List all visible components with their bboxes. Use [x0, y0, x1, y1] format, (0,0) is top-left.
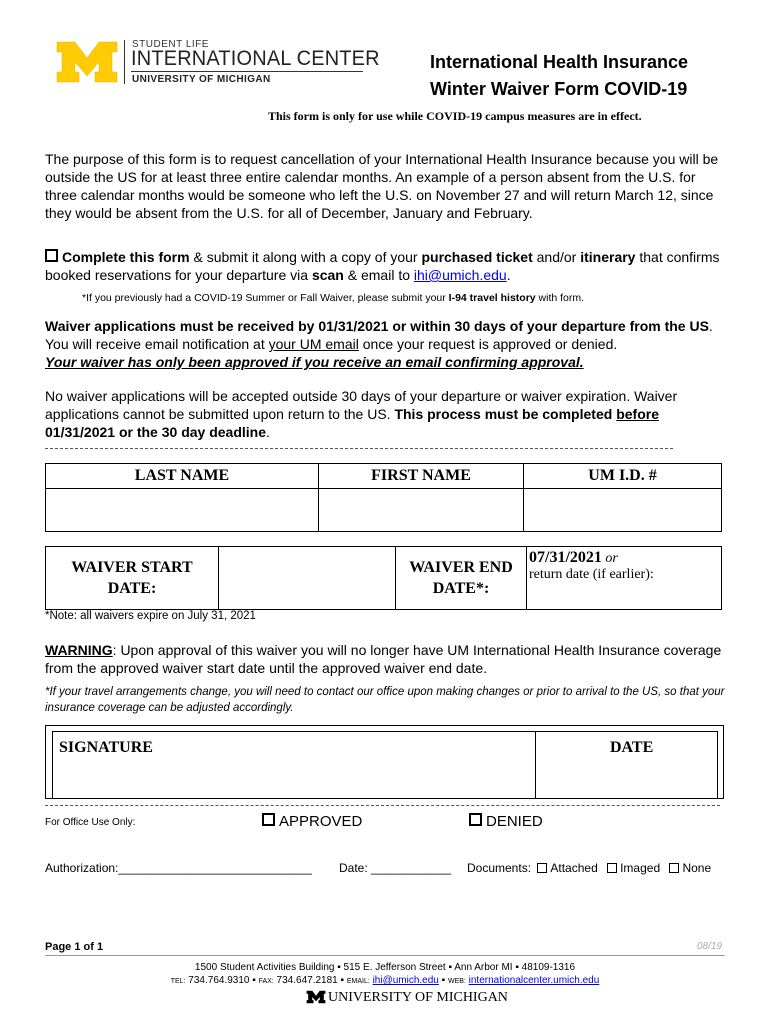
waiver-start-line1: WAIVER START — [71, 559, 193, 576]
instr-text: & email to — [343, 267, 414, 283]
um-email-text: your UM email — [268, 336, 359, 352]
date-label: DATE — [610, 739, 654, 756]
authorization-field[interactable]: Authorization:_____________________________ — [45, 861, 312, 875]
web-label: WEB: — [447, 978, 466, 985]
waiver-end-line2: DATE*: — [432, 580, 490, 597]
footer-block-m-icon — [306, 989, 326, 1005]
instructions-paragraph — [45, 248, 727, 284]
logo-underline — [131, 71, 363, 72]
deadline-text: once your request is approved or denied. — [358, 336, 618, 352]
approval-note: Your waiver has only been approved if you receive an email confirming approval. — [45, 354, 584, 370]
no-accept-bold: This process must be completed — [394, 406, 617, 422]
none-checkbox-icon[interactable] — [669, 863, 679, 873]
deadline-paragraph — [45, 317, 727, 371]
instr-text: & submit it along with a copy of your — [189, 249, 422, 265]
checkbox-icon — [45, 249, 58, 262]
denied-option[interactable] — [469, 813, 543, 830]
warning-text: : Upon approval of this waiver you will no longer have UM International Health Insurance coverage from the approved waiver start date until the approved waiver end date. — [45, 642, 722, 676]
office-date-field[interactable]: Date: ____________ — [339, 861, 452, 875]
denied-checkbox-icon — [469, 813, 482, 826]
first-name-field[interactable] — [319, 489, 524, 532]
fax-label: FAX: — [258, 978, 274, 985]
approved-option[interactable] — [262, 813, 362, 830]
footer-web-link[interactable]: internationalcenter.umich.edu — [468, 975, 600, 986]
prior-waiver-note — [82, 292, 584, 304]
attached-checkbox-icon[interactable] — [537, 863, 547, 873]
email-link[interactable]: ihi@umich.edu — [413, 267, 507, 283]
warning-label: WARNING — [45, 642, 113, 658]
instr-itinerary: itinerary — [580, 249, 636, 265]
documents-options — [467, 861, 711, 875]
no-accept-bold: 01/31/2021 or the 30 day deadline — [45, 424, 267, 440]
footer-rule — [45, 955, 725, 956]
form-title-line1: International Health Insurance — [430, 52, 689, 72]
before-text: before — [616, 406, 659, 422]
tel-number: 734.764.9310 ▪ — [185, 975, 259, 986]
logo-university: UNIVERSITY OF MICHIGAN — [132, 74, 271, 85]
attached-label: Attached — [550, 861, 598, 875]
instr-text: and/or — [532, 249, 581, 265]
form-title-line2: Winter Waiver Form COVID-19 — [430, 79, 688, 99]
last-name-header: LAST NAME — [46, 464, 319, 489]
um-id-header: UM I.D. # — [524, 464, 722, 489]
footer-address: 1500 Student Activities Building ▪ 515 E. Jefferson Street ▪ Ann Arbor MI ▪ 48109-1316 — [194, 962, 576, 973]
none-label: None — [682, 861, 712, 875]
i94-history: I-94 travel history — [448, 292, 536, 304]
tel-label: TEL: — [170, 978, 186, 985]
imaged-checkbox-icon[interactable] — [607, 863, 617, 873]
name-table — [45, 463, 722, 532]
instr-text: that confirms booked reservations for your departure via — [45, 249, 720, 283]
office-dashed-divider — [45, 805, 720, 806]
approved-label: APPROVED — [279, 813, 363, 830]
waiver-start-field[interactable] — [219, 547, 396, 610]
waiver-end-date: 07/31/2021 — [529, 549, 602, 566]
instr-text: . — [506, 267, 511, 283]
footer-contact — [0, 975, 770, 986]
logo-international-center: INTERNATIONAL CENTER — [131, 47, 380, 70]
international-center-logo — [55, 38, 380, 88]
expiry-note: *Note: all waivers expire on July 31, 2021 — [45, 610, 256, 622]
return-date-text: return date (if earlier): — [529, 567, 654, 582]
instr-complete: Complete this form — [62, 249, 190, 265]
purpose-paragraph: The purpose of this form is to request cancellation of your International Health Insurance because you will be outside the US for at least three entire calendar months. An example of a person absent from the U.S. for three calendar months would be someone who left the U.S. on November 27 and will return March 12, since they would be absent from the U.S. for all of December, January and February. — [45, 151, 719, 221]
signature-label: SIGNATURE — [59, 739, 153, 756]
separator: ▪ — [438, 975, 448, 986]
first-name-header: FIRST NAME — [319, 464, 524, 489]
instr-scan: scan — [311, 267, 344, 283]
waiver-start-label — [46, 547, 219, 610]
prior-waiver-text: with form. — [535, 292, 585, 304]
denied-label: DENIED — [486, 813, 543, 830]
documents-label: Documents: — [467, 861, 532, 875]
travel-change-note: *If your travel arrangements change, you will need to contact our office upon making changes or prior to arrival to the US, so that your insurance coverage can be adjusted accordingly. — [45, 686, 725, 714]
logo-student-life: STUDENT LIFE — [132, 39, 209, 50]
deadline-statement: Waiver applications must be received by 01/31/2021 or within 30 days of your departure from the US — [45, 318, 709, 334]
block-m-logo-icon — [55, 40, 119, 84]
revision-date: 08/19 — [697, 941, 723, 952]
instr-ticket: purchased ticket — [421, 249, 533, 265]
signature-divider — [535, 732, 536, 798]
waiver-end-line1: WAIVER END — [409, 559, 513, 576]
footer-email-link[interactable]: ihi@umich.edu — [372, 975, 439, 986]
footer-university-name: UNIVERSITY OF MICHIGAN — [328, 990, 508, 1005]
last-name-field[interactable] — [46, 489, 319, 532]
waiver-end-field[interactable] — [527, 547, 722, 610]
deadline-text: . You will receive email notification at — [45, 318, 713, 352]
warning-paragraph — [45, 641, 725, 677]
waiver-dates-table — [45, 546, 722, 610]
page-number: Page 1 of 1 — [45, 941, 104, 953]
no-accept-paragraph — [45, 387, 727, 441]
signature-inner-frame — [52, 731, 718, 798]
signature-box — [45, 725, 724, 799]
prior-waiver-text: *If you previously had a COVID-19 Summer or Fall Waiver, please submit your — [82, 292, 449, 304]
office-use-label: For Office Use Only: — [45, 817, 136, 828]
dashed-divider — [45, 448, 673, 449]
um-id-field[interactable] — [524, 489, 722, 532]
approved-checkbox-icon — [262, 813, 275, 826]
fax-number: 734.647.2181 ▪ — [273, 975, 347, 986]
covid-notice: This form is only for use while COVID-19 campus measures are in effect. — [268, 109, 642, 123]
waiver-end-label — [396, 547, 527, 610]
logo-divider — [124, 40, 125, 84]
email-label: EMAIL: — [346, 978, 370, 985]
imaged-label: Imaged — [620, 861, 661, 875]
no-accept-text: . — [266, 424, 270, 440]
or-text: or — [601, 551, 618, 566]
waiver-start-line2: DATE: — [107, 580, 157, 597]
no-accept-text: No waiver applications will be accepted outside 30 days of your departure or waiver expiration. Waiver applications cannot be submitted upon return to the US. — [45, 388, 678, 422]
